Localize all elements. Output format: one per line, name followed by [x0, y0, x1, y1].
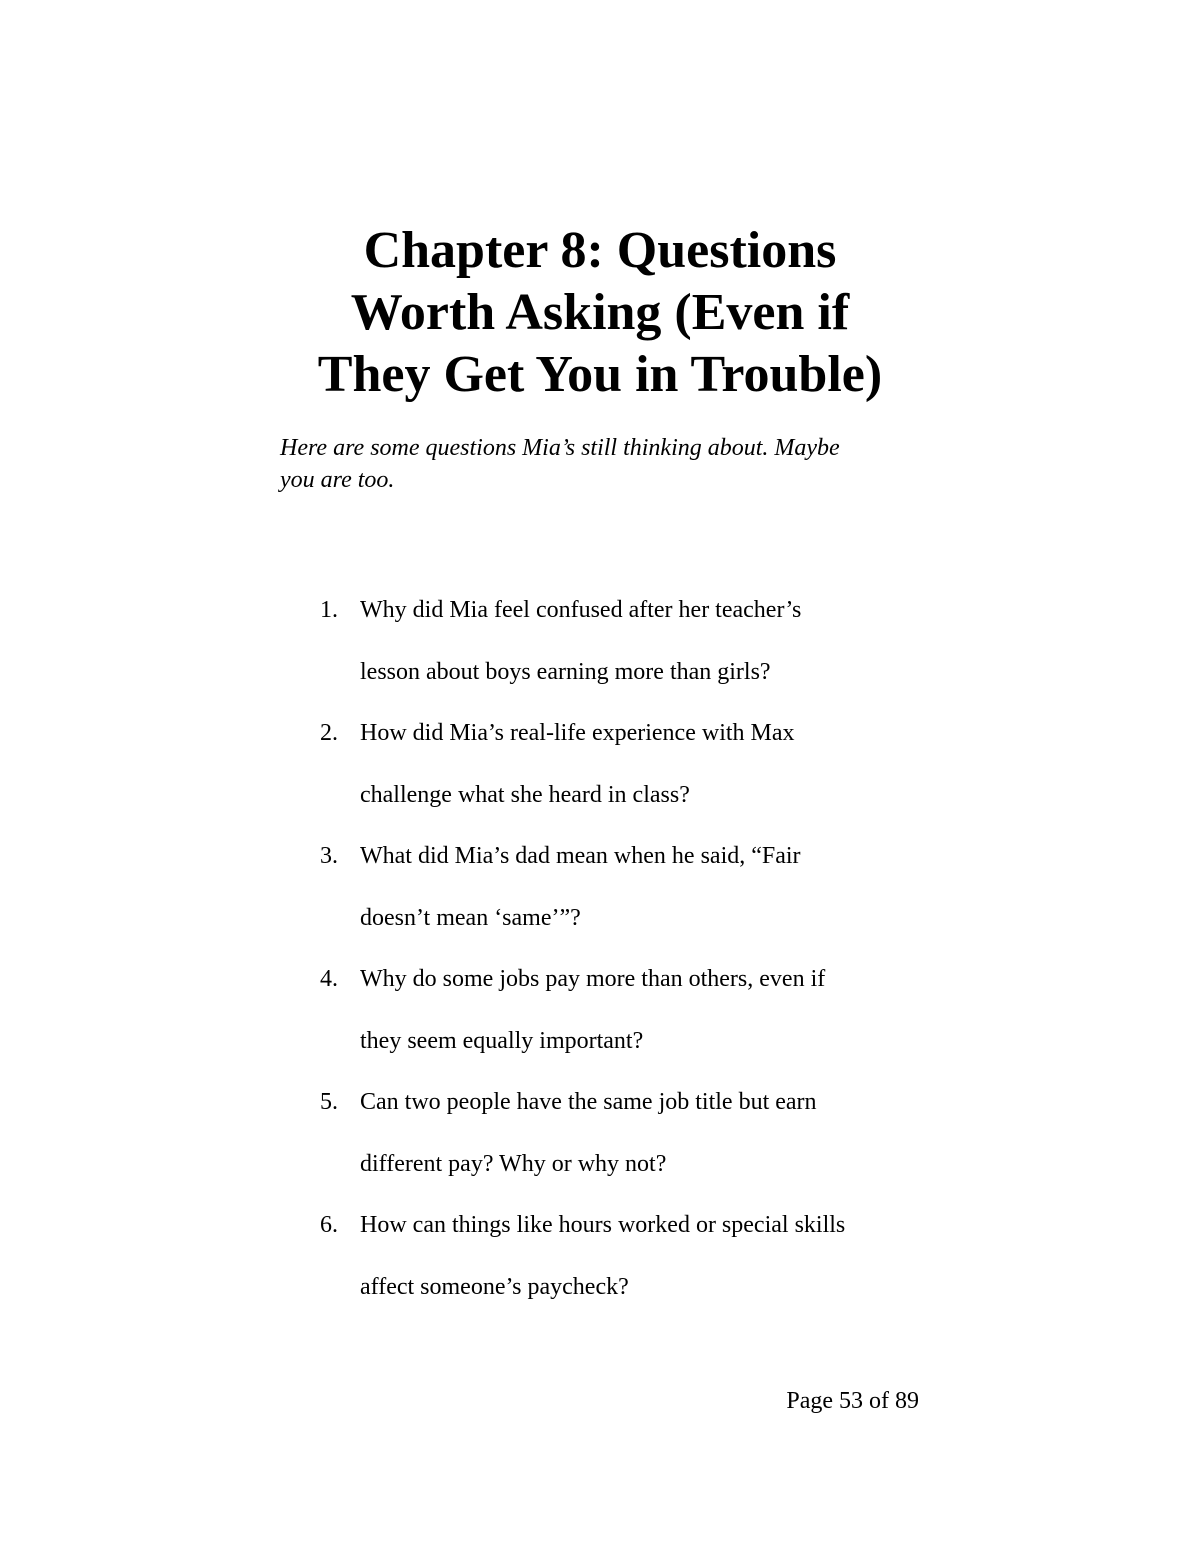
question-item	[320, 703, 940, 826]
question-text-line: lesson about boys earning more than girls?	[360, 658, 771, 685]
question-number: 3.	[320, 843, 338, 869]
question-number: 4.	[320, 966, 338, 992]
chapter-title-line: Chapter 8: Questions	[363, 222, 837, 279]
page-number: Page 53 of 89	[786, 1388, 919, 1414]
question-text-line: affect someone’s paycheck?	[360, 1273, 629, 1300]
chapter-title-line: They Get You in Trouble)	[317, 346, 883, 403]
question-item	[320, 1072, 940, 1195]
intro-paragraph	[280, 432, 940, 496]
chapter-title-line: Worth Asking (Even if	[350, 284, 850, 341]
question-text-line: challenge what she heard in class?	[360, 781, 690, 808]
question-number: 1.	[320, 597, 338, 623]
question-text-line: Can two people have the same job title but earn	[360, 1089, 817, 1115]
question-text-line: How did Mia’s real-life experience with Max	[360, 720, 795, 746]
intro-line: Here are some questions Mia’s still thinking about. Maybe	[280, 435, 840, 461]
question-text-line: different pay? Why or why not?	[360, 1150, 667, 1177]
question-text-line: doesn’t mean ‘same’”?	[360, 904, 581, 931]
question-text-line: How can things like hours worked or special skills	[360, 1212, 846, 1238]
question-item	[320, 580, 940, 703]
question-number: 6.	[320, 1212, 338, 1238]
question-number: 2.	[320, 720, 338, 746]
question-text-line: Why did Mia feel confused after her teacher’s	[360, 597, 802, 623]
question-text-line: Why do some jobs pay more than others, even if	[360, 966, 826, 992]
question-number: 5.	[320, 1089, 338, 1115]
intro-line: you are too.	[280, 467, 395, 493]
question-text-line: What did Mia’s dad mean when he said, “Fair	[360, 843, 801, 869]
chapter-title	[250, 220, 950, 406]
question-item	[320, 826, 940, 949]
question-item	[320, 949, 940, 1072]
question-list	[320, 580, 940, 1318]
question-item	[320, 1195, 940, 1318]
question-text-line: they seem equally important?	[360, 1027, 644, 1054]
